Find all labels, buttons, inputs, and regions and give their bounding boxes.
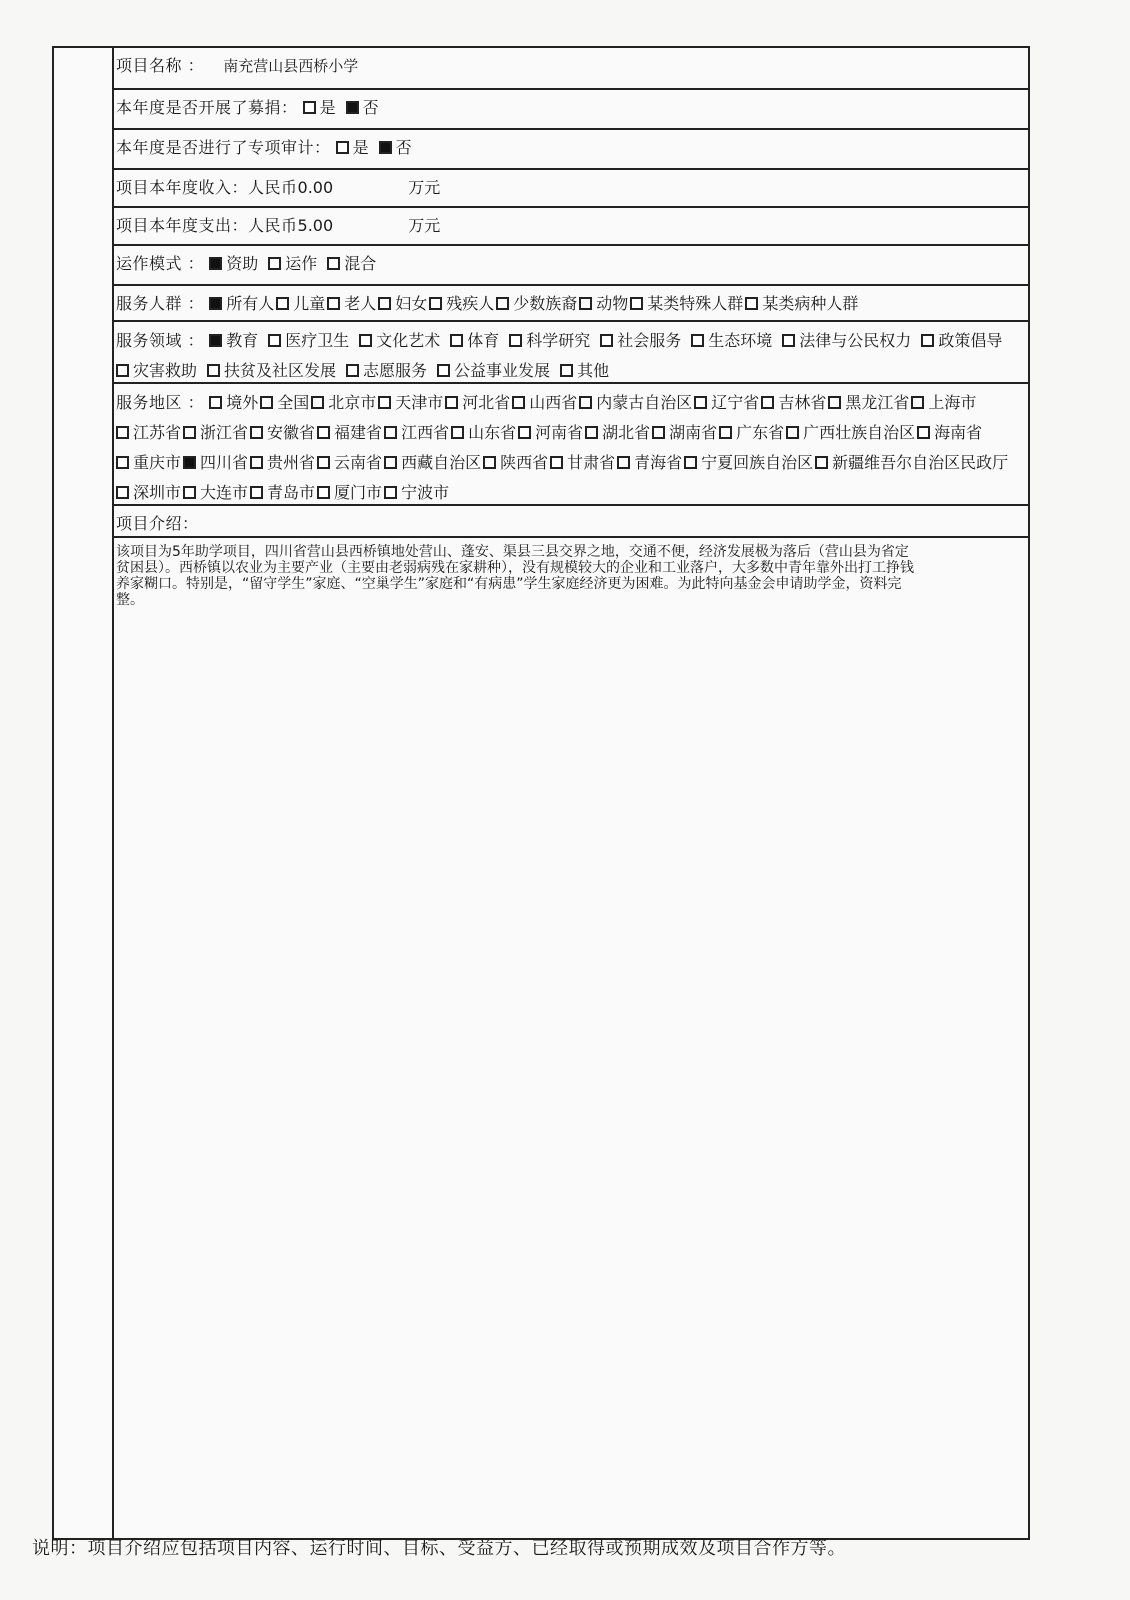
checkbox-option[interactable] xyxy=(509,326,590,356)
checkbox-option-label: 公益事业发展 xyxy=(454,361,551,380)
unchecked-box-icon[interactable] xyxy=(116,426,129,439)
checkbox-option-label: 资助 xyxy=(226,254,259,273)
checkbox-option-label: 医疗卫生 xyxy=(285,331,350,350)
income-label: 项目本年度收入：人民币 xyxy=(116,178,298,197)
checkbox-option-label: 厦门市 xyxy=(334,483,383,502)
checkbox-option[interactable] xyxy=(384,478,449,508)
unchecked-box-icon[interactable] xyxy=(311,396,324,409)
checkbox-option-label: 河北省 xyxy=(462,393,511,412)
unchecked-box-icon[interactable] xyxy=(917,426,930,439)
checkbox-option-label: 否 xyxy=(362,98,379,117)
introduction-label-row xyxy=(114,506,1028,538)
income-value: 0.00 xyxy=(297,178,334,197)
checkbox-option-label: 青岛市 xyxy=(267,483,316,502)
service-field-options xyxy=(116,331,1012,380)
checkbox-option-label: 其他 xyxy=(577,361,610,380)
checkbox-option[interactable] xyxy=(250,448,315,478)
unchecked-box-icon[interactable] xyxy=(303,101,316,114)
checkbox-option-label: 动物 xyxy=(596,294,629,313)
checked-box-icon[interactable] xyxy=(183,456,196,469)
checkbox-option[interactable] xyxy=(317,478,382,508)
checkbox-option[interactable] xyxy=(378,290,427,318)
checkbox-option[interactable] xyxy=(116,356,197,386)
checkbox-option[interactable] xyxy=(828,388,909,418)
checkbox-option-label: 吉林省 xyxy=(778,393,827,412)
project-name-label: 项目名称 ： xyxy=(116,56,205,75)
checkbox-option-label: 生态环境 xyxy=(708,331,773,350)
unchecked-box-icon[interactable] xyxy=(496,297,509,310)
checkbox-option-label: 社会服务 xyxy=(617,331,682,350)
checkbox-option-label: 法律与公民权力 xyxy=(799,331,912,350)
unchecked-box-icon[interactable] xyxy=(600,334,613,347)
checkbox-option-label: 山西省 xyxy=(529,393,578,412)
checkbox-option[interactable] xyxy=(815,448,1008,478)
checkbox-option-label: 政策倡导 xyxy=(938,331,1003,350)
beneficiaries-options xyxy=(209,294,860,313)
unchecked-box-icon[interactable] xyxy=(921,334,934,347)
unchecked-box-icon[interactable] xyxy=(116,486,129,499)
introduction-text: 该项目为5年助学项目，四川省营山县西桥镇地处营山、蓬安、渠县三县交界之地，交通不便，经济发展极为落后（营山县为省定贫困县）。西桥镇以农业为主要产业（主要由老弱病残在家耕种），没有规模较大的企业和工业落户，大多数中青年靠外出打工挣钱养家糊口。特别是，“留守学生”家庭、“空巢学生”家庭和“有病患”学生家庭经济更为困难。为此特向基金会申请助学金，资料完整。 xyxy=(116,544,914,608)
form-content xyxy=(114,48,1028,1538)
checkbox-option[interactable] xyxy=(378,388,443,418)
unchecked-box-icon[interactable] xyxy=(207,364,220,377)
checkbox-option-label: 宁夏回族自治区 xyxy=(701,453,814,472)
fundraising-row xyxy=(114,90,1028,130)
checkbox-option[interactable] xyxy=(317,448,382,478)
checkbox-option-label: 某类特殊人群 xyxy=(647,294,744,313)
unchecked-box-icon[interactable] xyxy=(761,396,774,409)
unchecked-box-icon[interactable] xyxy=(183,426,196,439)
checked-box-icon[interactable] xyxy=(346,101,359,114)
checkbox-option[interactable] xyxy=(630,290,743,318)
checkbox-option[interactable] xyxy=(346,356,427,386)
unchecked-box-icon[interactable] xyxy=(250,456,263,469)
checkbox-option[interactable] xyxy=(384,448,481,478)
unchecked-box-icon[interactable] xyxy=(260,396,273,409)
unchecked-box-icon[interactable] xyxy=(786,426,799,439)
checkbox-option[interactable] xyxy=(550,448,615,478)
checkbox-option[interactable] xyxy=(560,356,609,386)
checkbox-option-label: 黑龙江省 xyxy=(845,393,910,412)
unchecked-box-icon[interactable] xyxy=(429,297,442,310)
unchecked-box-icon[interactable] xyxy=(327,297,340,310)
checkbox-option[interactable] xyxy=(617,448,682,478)
checkbox-option-label: 甘肃省 xyxy=(567,453,616,472)
fundraising-options xyxy=(303,98,389,117)
unchecked-box-icon[interactable] xyxy=(911,396,924,409)
checkbox-option[interactable] xyxy=(445,388,510,418)
checkbox-option-label: 志愿服务 xyxy=(363,361,428,380)
checkbox-option[interactable] xyxy=(303,94,336,122)
unchecked-box-icon[interactable] xyxy=(630,297,643,310)
checkbox-option[interactable] xyxy=(451,418,516,448)
operation-mode-options xyxy=(209,254,386,273)
checkbox-option-label: 福建省 xyxy=(334,423,383,442)
unchecked-box-icon[interactable] xyxy=(512,396,525,409)
footnote: 说明：项目介绍应包括项目内容、运行时间、目标、受益方、已经取得或预期成效及项目合作方等。 xyxy=(32,1538,846,1559)
audit-row xyxy=(114,130,1028,170)
unchecked-box-icon[interactable] xyxy=(451,426,464,439)
checkbox-option[interactable] xyxy=(512,388,577,418)
unchecked-box-icon[interactable] xyxy=(116,364,129,377)
checkbox-option-label: 浙江省 xyxy=(200,423,249,442)
checkbox-option-label: 辽宁省 xyxy=(711,393,760,412)
unchecked-box-icon[interactable] xyxy=(384,486,397,499)
unchecked-box-icon[interactable] xyxy=(268,334,281,347)
checkbox-option-label: 残疾人 xyxy=(446,294,495,313)
project-name-row xyxy=(114,48,1028,90)
checkbox-option-label: 广西壮族自治区 xyxy=(803,423,916,442)
unchecked-box-icon[interactable] xyxy=(815,456,828,469)
checkbox-option-label: 扶贫及社区发展 xyxy=(224,361,337,380)
unchecked-box-icon[interactable] xyxy=(116,456,129,469)
checkbox-option-label: 新疆维吾尔自治区民政厅 xyxy=(832,453,1009,472)
unchecked-box-icon[interactable] xyxy=(268,257,281,270)
checkbox-option[interactable] xyxy=(250,478,315,508)
checkbox-option-label: 河南省 xyxy=(535,423,584,442)
checkbox-option-label: 安徽省 xyxy=(267,423,316,442)
checkbox-option-label: 内蒙古自治区 xyxy=(596,393,693,412)
unchecked-box-icon[interactable] xyxy=(346,364,359,377)
expense-unit: 万元 xyxy=(408,216,441,235)
checked-box-icon[interactable] xyxy=(209,297,222,310)
checkbox-option-label: 全国 xyxy=(277,393,310,412)
checkbox-option-label: 是 xyxy=(319,98,336,117)
checkbox-option-label: 湖南省 xyxy=(669,423,718,442)
checkbox-option-label: 云南省 xyxy=(334,453,383,472)
checkbox-option-label: 四川省 xyxy=(200,453,249,472)
checkbox-option-label: 文化艺术 xyxy=(376,331,441,350)
income-unit: 万元 xyxy=(408,178,441,197)
checkbox-option-label: 广东省 xyxy=(736,423,785,442)
checkbox-option-label: 湖北省 xyxy=(602,423,651,442)
checkbox-option[interactable] xyxy=(600,326,681,356)
unchecked-box-icon[interactable] xyxy=(745,297,758,310)
checkbox-option[interactable] xyxy=(579,290,628,318)
checkbox-option[interactable] xyxy=(116,478,181,508)
checkbox-option-label: 贵州省 xyxy=(267,453,316,472)
checkbox-option[interactable] xyxy=(183,478,248,508)
checkbox-option-label: 教育 xyxy=(226,331,259,350)
unchecked-box-icon[interactable] xyxy=(437,364,450,377)
checkbox-option-label: 江苏省 xyxy=(133,423,182,442)
checkbox-option[interactable] xyxy=(268,326,349,356)
checkbox-option[interactable] xyxy=(311,388,376,418)
checkbox-option-label: 妇女 xyxy=(395,294,428,313)
unchecked-box-icon[interactable] xyxy=(694,396,707,409)
checkbox-option-label: 某类病种人群 xyxy=(762,294,859,313)
checkbox-option-label: 少数族裔 xyxy=(513,294,578,313)
unchecked-box-icon[interactable] xyxy=(579,396,592,409)
beneficiaries-label: 服务人群 ： xyxy=(116,294,205,313)
unchecked-box-icon[interactable] xyxy=(209,396,222,409)
project-name-value: 南充营山县西桥小学 xyxy=(223,57,359,75)
checkbox-option[interactable] xyxy=(260,388,309,418)
service-field-row xyxy=(114,322,1028,384)
checkbox-option[interactable] xyxy=(336,134,369,162)
unchecked-box-icon[interactable] xyxy=(719,426,732,439)
beneficiaries-row xyxy=(114,286,1028,322)
checked-box-icon[interactable] xyxy=(209,257,222,270)
checkbox-option[interactable] xyxy=(761,388,826,418)
service-region-options xyxy=(116,393,1010,502)
checkbox-option-label: 运作 xyxy=(285,254,318,273)
checked-box-icon[interactable] xyxy=(379,141,392,154)
unchecked-box-icon[interactable] xyxy=(276,297,289,310)
form-sheet xyxy=(52,46,1030,1540)
unchecked-box-icon[interactable] xyxy=(384,456,397,469)
checkbox-option[interactable] xyxy=(652,418,717,448)
checkbox-option[interactable] xyxy=(437,356,550,386)
operation-mode-row xyxy=(114,246,1028,286)
checkbox-option[interactable] xyxy=(782,326,911,356)
checkbox-option[interactable] xyxy=(183,448,248,478)
audit-label: 本年度是否进行了专项审计： xyxy=(116,138,331,157)
unchecked-box-icon[interactable] xyxy=(317,486,330,499)
checkbox-option[interactable] xyxy=(359,326,440,356)
checkbox-option[interactable] xyxy=(183,418,248,448)
checked-box-icon[interactable] xyxy=(209,334,222,347)
checkbox-option[interactable] xyxy=(116,418,181,448)
checkbox-option-label: 是 xyxy=(352,138,369,157)
unchecked-box-icon[interactable] xyxy=(691,334,704,347)
checkbox-option[interactable] xyxy=(745,290,858,318)
unchecked-box-icon[interactable] xyxy=(384,426,397,439)
checkbox-option[interactable] xyxy=(917,418,982,448)
service-field-label: 服务领域 ： xyxy=(116,331,205,350)
checkbox-option-label: 天津市 xyxy=(395,393,444,412)
unchecked-box-icon[interactable] xyxy=(585,426,598,439)
checkbox-option-label: 境外 xyxy=(226,393,259,412)
checkbox-option[interactable] xyxy=(209,250,258,278)
checkbox-option-label: 上海市 xyxy=(928,393,977,412)
checkbox-option-label: 重庆市 xyxy=(133,453,182,472)
checkbox-option[interactable] xyxy=(384,418,449,448)
checkbox-option[interactable] xyxy=(921,326,1002,356)
unchecked-box-icon[interactable] xyxy=(560,364,573,377)
checkbox-option-label: 深圳市 xyxy=(133,483,182,502)
expense-value: 5.00 xyxy=(297,216,334,235)
checkbox-option-label: 宁波市 xyxy=(401,483,450,502)
unchecked-box-icon[interactable] xyxy=(617,456,630,469)
unchecked-box-icon[interactable] xyxy=(378,396,391,409)
checkbox-option[interactable] xyxy=(496,290,577,318)
unchecked-box-icon[interactable] xyxy=(782,334,795,347)
unchecked-box-icon[interactable] xyxy=(550,456,563,469)
unchecked-box-icon[interactable] xyxy=(579,297,592,310)
checkbox-option[interactable] xyxy=(209,326,258,356)
checkbox-option[interactable] xyxy=(317,418,382,448)
checkbox-option[interactable] xyxy=(379,134,412,162)
left-margin-column xyxy=(54,48,114,1538)
checkbox-option[interactable] xyxy=(429,290,494,318)
checkbox-option-label: 青海省 xyxy=(634,453,683,472)
unchecked-box-icon[interactable] xyxy=(250,426,263,439)
checkbox-option[interactable] xyxy=(911,388,976,418)
checkbox-option[interactable] xyxy=(116,448,181,478)
unchecked-box-icon[interactable] xyxy=(828,396,841,409)
unchecked-box-icon[interactable] xyxy=(378,297,391,310)
fundraising-label: 本年度是否开展了募捐： xyxy=(116,98,298,117)
unchecked-box-icon[interactable] xyxy=(317,426,330,439)
checkbox-option[interactable] xyxy=(719,418,784,448)
checkbox-option[interactable] xyxy=(786,418,915,448)
checkbox-option-label: 体育 xyxy=(467,331,500,350)
unchecked-box-icon[interactable] xyxy=(317,456,330,469)
checkbox-option-label: 灾害救助 xyxy=(133,361,198,380)
checkbox-option[interactable] xyxy=(684,448,813,478)
checkbox-option[interactable] xyxy=(346,94,379,122)
checkbox-option[interactable] xyxy=(518,418,583,448)
unchecked-box-icon[interactable] xyxy=(445,396,458,409)
checkbox-option-label: 江西省 xyxy=(401,423,450,442)
unchecked-box-icon[interactable] xyxy=(250,486,263,499)
unchecked-box-icon[interactable] xyxy=(509,334,522,347)
checkbox-option-label: 大连市 xyxy=(200,483,249,502)
audit-options xyxy=(336,138,422,157)
checkbox-option-label: 否 xyxy=(395,138,412,157)
unchecked-box-icon[interactable] xyxy=(327,257,340,270)
operation-mode-label: 运作模式 ： xyxy=(116,254,205,273)
unchecked-box-icon[interactable] xyxy=(518,426,531,439)
unchecked-box-icon[interactable] xyxy=(336,141,349,154)
income-row xyxy=(114,170,1028,208)
checkbox-option[interactable] xyxy=(691,326,772,356)
checkbox-option[interactable] xyxy=(585,418,650,448)
checkbox-option[interactable] xyxy=(209,290,274,318)
checkbox-option-label: 混合 xyxy=(344,254,377,273)
checkbox-option-label: 海南省 xyxy=(934,423,983,442)
checkbox-option[interactable] xyxy=(209,388,258,418)
checkbox-option-label: 山东省 xyxy=(468,423,517,442)
checkbox-option-label: 西藏自治区 xyxy=(401,453,482,472)
checkbox-option[interactable] xyxy=(450,326,499,356)
checkbox-option[interactable] xyxy=(268,250,317,278)
expense-row xyxy=(114,208,1028,246)
checkbox-option-label: 老人 xyxy=(344,294,377,313)
service-region-row xyxy=(114,384,1028,506)
checkbox-option[interactable] xyxy=(250,418,315,448)
checkbox-option[interactable] xyxy=(579,388,692,418)
unchecked-box-icon[interactable] xyxy=(684,456,697,469)
expense-label: 项目本年度支出：人民币 xyxy=(116,216,298,235)
checkbox-option-label: 科学研究 xyxy=(526,331,591,350)
checkbox-option[interactable] xyxy=(327,290,376,318)
checkbox-option-label: 陕西省 xyxy=(500,453,549,472)
checkbox-option-label: 北京市 xyxy=(328,393,377,412)
unchecked-box-icon[interactable] xyxy=(359,334,372,347)
checkbox-option[interactable] xyxy=(694,388,759,418)
unchecked-box-icon[interactable] xyxy=(450,334,463,347)
checkbox-option-label: 所有人 xyxy=(226,294,275,313)
checkbox-option-label: 儿童 xyxy=(293,294,326,313)
unchecked-box-icon[interactable] xyxy=(483,456,496,469)
unchecked-box-icon[interactable] xyxy=(652,426,665,439)
checkbox-option[interactable] xyxy=(276,290,325,318)
checkbox-option[interactable] xyxy=(327,250,376,278)
checkbox-option[interactable] xyxy=(483,448,548,478)
checkbox-option[interactable] xyxy=(207,356,336,386)
service-region-label: 服务地区 ： xyxy=(116,393,205,412)
introduction-label: 项目介绍： xyxy=(116,514,199,533)
unchecked-box-icon[interactable] xyxy=(183,486,196,499)
